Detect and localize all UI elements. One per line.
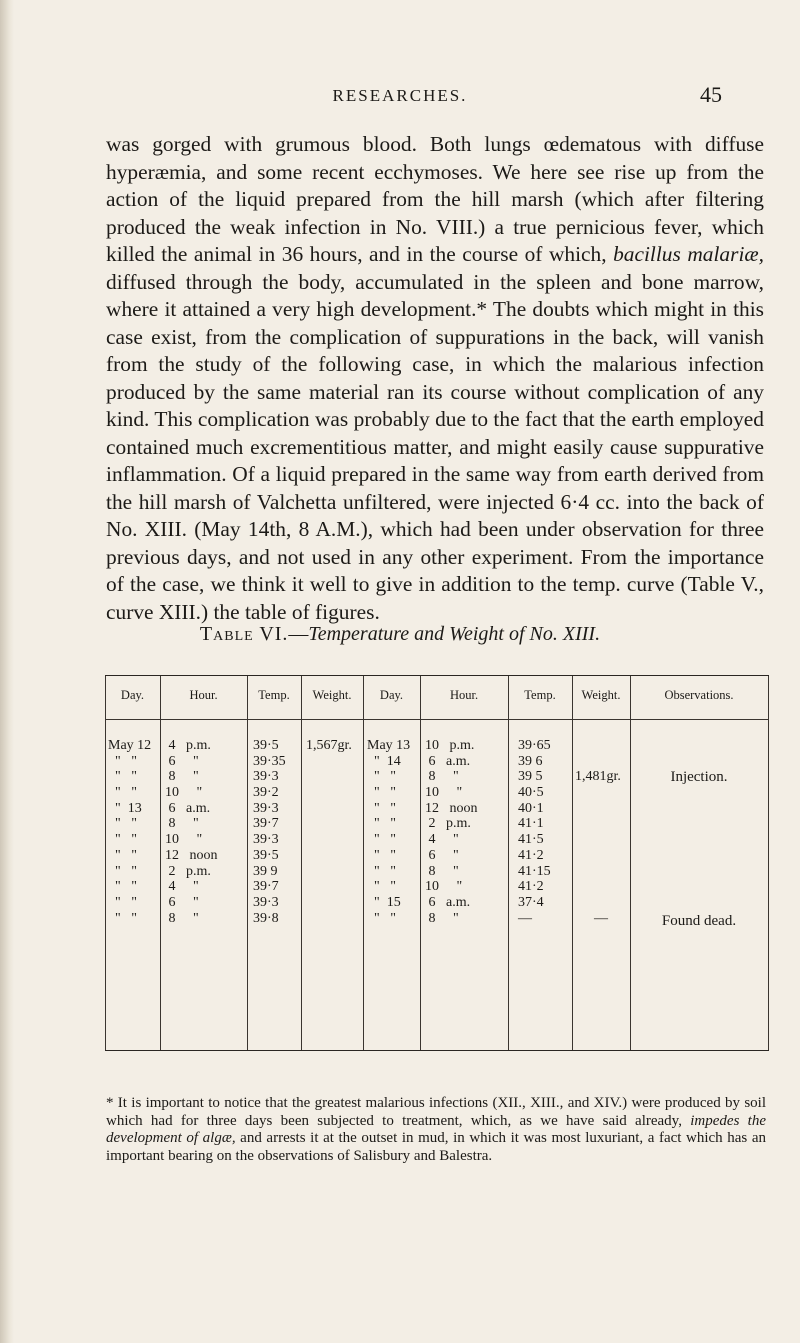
table-cell: 39·65 — [518, 738, 551, 753]
column-hour-left — [165, 738, 218, 926]
header-observations: Observations. — [664, 688, 734, 702]
table-cell: 39·5 — [253, 738, 279, 753]
table-cell: " " — [367, 769, 396, 785]
body-text-part-1: was gorged with grumous blood. Both lungs œdematous with diffuse hyperæmia, and some recent ecchymoses. We here see rise up from the action of the liquid prepared from the hill marsh (which after filtering produced the weak infection in No. VIII.) a true pernicious fever, which killed the animal in 36 hours, and in the course of which, — [106, 132, 764, 266]
header-temp-2: Temp. — [524, 688, 556, 702]
body-text-part-2: diffused through the body, accumulated in the spleen and bone marrow, where it attained a very high development.* The doubts which might in this case exist, from the complication of suppurations in the back, will vanish from the study of the following case, in which the malarious infection produced by the same material ran its course without complication of any kind. This complication was probably due to the fact that the earth employed contained much excrementitious matter, and might easily cause suppurative inflammation. Of a liquid prepared in the same way from earth derived from the hill marsh of Valchetta unfiltered, were injected 6·4 cc. into the back of No. XIII. (May 14th, 8 A.M.), which had been under observation for three previous days, and not used in any other experiment. From the importance of the case, we think it well to give in addition to the temp. curve (Table V., curve XIII.) the table of figures. — [106, 269, 764, 624]
footnote-part-2: and arrests it at the outset in mud, in which it was most luxuriant, a fact which has an important bearing on the observations of Salisbury and Balestra. — [106, 1130, 767, 1164]
running-head: RESEARCHES. — [332, 86, 468, 105]
table-cell: " " — [108, 785, 137, 801]
body-paragraph — [106, 131, 764, 626]
table-divider — [247, 676, 248, 1050]
table-cell: 39·3 — [253, 800, 279, 816]
table-cell: 37·4 — [518, 894, 544, 910]
header-temp: Temp. — [258, 688, 290, 702]
table-header-rule — [105, 719, 769, 720]
column-day-right — [367, 738, 410, 926]
table-cell: 10 " — [425, 785, 463, 801]
table-cell: " " — [108, 769, 137, 785]
table-cell: 8 " — [165, 816, 199, 832]
table-cell: 39 5 — [518, 769, 543, 785]
table-cell: 6 a.m. — [425, 753, 471, 769]
table-cell: " " — [367, 910, 396, 926]
table-caption-dash: — — [288, 623, 309, 645]
table-cell: 10 p.m. — [425, 738, 475, 753]
table-cell: " " — [108, 910, 137, 926]
table-cell: 39·2 — [253, 785, 279, 801]
table-cell: 2 p.m. — [425, 816, 471, 832]
table-cell: 6 " — [425, 847, 459, 863]
header-weight-2: Weight. — [581, 688, 621, 702]
page-number: 45 — [700, 82, 722, 107]
table-divider — [160, 676, 161, 1050]
table-caption-lead: Table VI. — [199, 623, 289, 645]
table-divider — [630, 676, 631, 1050]
table-cell: May 12 — [108, 738, 152, 753]
table-cell: " " — [108, 753, 137, 769]
table-cell: " " — [367, 879, 396, 895]
table-cell: 10 " — [425, 879, 463, 895]
footnote-italic: impedes the development of algæ, — [106, 1112, 767, 1146]
observation-found-dead: Found dead. — [661, 913, 737, 929]
table-cell: 6 " — [165, 894, 199, 910]
table-cell: 39·3 — [253, 894, 279, 910]
table-divider — [508, 676, 509, 1050]
table-cell: " " — [108, 816, 137, 832]
table-cell: " " — [108, 863, 137, 879]
column-day-left — [108, 738, 151, 926]
table-cell: 12 noon — [425, 800, 478, 816]
table-cell: 39·8 — [253, 910, 279, 926]
table-cell: 39·7 — [253, 816, 279, 832]
column-temp-left — [253, 738, 286, 926]
body-text-italic: bacillus malariæ, — [613, 242, 765, 266]
table-cell: 39·35 — [253, 753, 286, 769]
table-cell: 41·2 — [518, 847, 544, 863]
table-cell: 6 " — [165, 753, 199, 769]
table-cell: — — [518, 910, 532, 926]
table-cell: 12 noon — [165, 847, 218, 863]
table-cell: 6 a.m. — [425, 894, 471, 910]
column-temp-right — [518, 738, 551, 926]
table-cell: " " — [108, 832, 137, 848]
column-hour-right — [425, 738, 478, 926]
table-cell: 2 p.m. — [165, 863, 211, 879]
table-cell: " " — [367, 863, 396, 879]
table-divider — [363, 676, 364, 1050]
table-cell: 8 " — [425, 863, 459, 879]
table-cell: 39·5 — [253, 847, 279, 863]
weight-right-value: 1,481gr. — [575, 769, 621, 784]
table-cell: " " — [108, 879, 137, 895]
table-divider — [572, 676, 573, 1050]
table-cell: 41·1 — [518, 816, 544, 832]
table-cell: 39·3 — [253, 832, 279, 848]
header-day: Day. — [120, 688, 145, 702]
table-cell: " 15 — [367, 894, 401, 910]
table-cell: 41·15 — [518, 863, 551, 879]
table-cell: May 13 — [367, 738, 411, 753]
table-cell: 10 " — [165, 832, 203, 848]
header-day-2: Day. — [379, 688, 404, 702]
table-cell: " " — [108, 894, 137, 910]
table-cell: 41·5 — [518, 832, 544, 848]
table-cell: 4 " — [165, 879, 199, 895]
table-cell: 8 " — [425, 769, 459, 785]
table-cell: 8 " — [425, 910, 459, 926]
weight-left-value: 1,567gr. — [306, 738, 352, 753]
table-cell: " " — [367, 816, 396, 832]
table-cell: " 13 — [108, 800, 142, 816]
table-cell: " " — [367, 832, 396, 848]
table-border-right — [768, 676, 769, 1050]
table-border-left — [105, 676, 106, 1050]
table-cell: " " — [108, 847, 137, 863]
table-cell: 39·3 — [253, 769, 279, 785]
table-cell: 39 6 — [518, 753, 543, 769]
table-cell: 40·5 — [518, 785, 544, 801]
table-caption-title: Temperature and Weight of No. XIII. — [308, 623, 601, 645]
table-cell: 41·2 — [518, 879, 544, 895]
table-cell: 8 " — [165, 769, 199, 785]
footnote — [106, 1095, 766, 1165]
table-caption — [0, 623, 800, 646]
table-cell: 40·1 — [518, 800, 544, 816]
table-cell: 6 a.m. — [165, 800, 211, 816]
page-binding-edge — [0, 0, 14, 1343]
table-cell: " " — [367, 800, 396, 816]
data-table — [105, 675, 769, 1051]
table-cell: " " — [367, 785, 396, 801]
table-cell: 39 9 — [253, 863, 278, 879]
table-cell: 4 p.m. — [165, 738, 211, 753]
table-cell: " " — [367, 847, 396, 863]
table-cell: 8 " — [165, 910, 199, 926]
table-cell: 4 " — [425, 832, 459, 848]
table-cell: 10 " — [165, 785, 203, 801]
header-weight: Weight. — [312, 688, 352, 702]
table-cell: " 14 — [367, 753, 401, 769]
footnote-part-1: * It is important to notice that the greatest malarious infections (XII., XIII., and XIV.) were produced by soil which had for three days been subjected to treatment, which, as we have said already, — [106, 1095, 766, 1129]
table-cell: 39·7 — [253, 879, 279, 895]
table-divider — [301, 676, 302, 1050]
header-hour: Hour. — [189, 688, 218, 702]
observation-injection: Injection. — [670, 769, 728, 785]
weight-right-end: — — [594, 911, 608, 926]
header-hour-2: Hour. — [449, 688, 479, 702]
table-divider — [420, 676, 421, 1050]
